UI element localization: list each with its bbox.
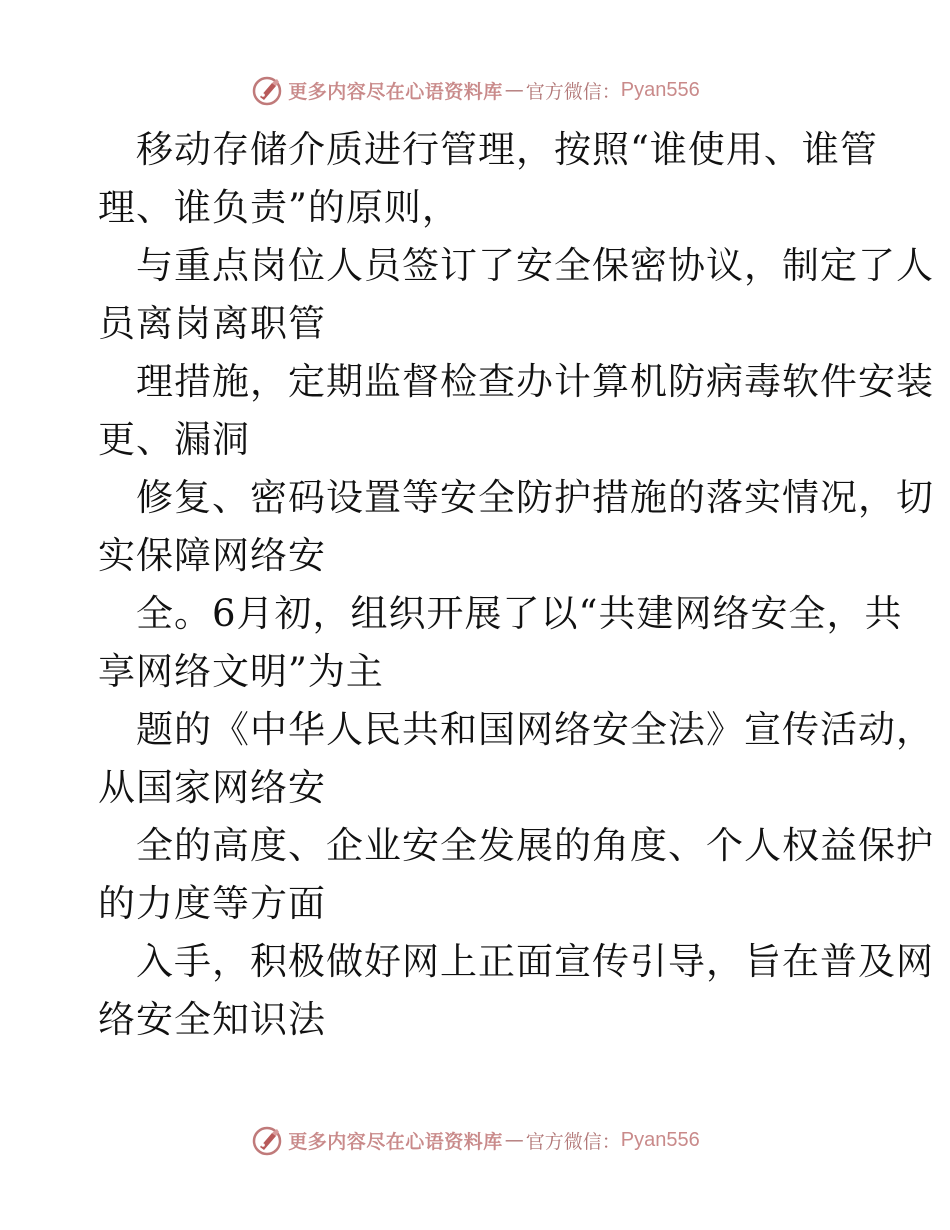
header-watermark bbox=[0, 70, 950, 110]
watermark-separator: — bbox=[504, 1129, 524, 1151]
paragraph-line: 的力度等方面 bbox=[98, 882, 326, 925]
paragraph-line: 移动存储介质进行管理，按照“谁使用、谁管 bbox=[136, 128, 878, 171]
paragraph-line: 享网络文明”为主 bbox=[98, 650, 384, 693]
paragraph-line: 更、漏洞 bbox=[98, 418, 250, 461]
paragraph-line: 全。6月初，组织开展了以“共建网络安全，共 bbox=[136, 592, 903, 635]
pen-nib-logo-icon bbox=[250, 1123, 284, 1157]
watermark-sub-text: 官方微信： bbox=[525, 80, 621, 103]
paragraph-line: 从国家网络安 bbox=[98, 766, 326, 809]
paragraph-line: 与重点岗位人员签订了安全保密协议，制定了人 bbox=[136, 244, 934, 287]
paragraph-line: 修复、密码设置等安全防护措施的落实情况，切 bbox=[136, 476, 934, 519]
paragraph-line: 理、谁负责”的原则， bbox=[98, 186, 460, 229]
footer-watermark bbox=[0, 1120, 950, 1160]
paragraph-line: 入手，积极做好网上正面宣传引导，旨在普及网 bbox=[136, 940, 934, 983]
watermark-separator: — bbox=[504, 79, 524, 101]
paragraph-line: 实保障网络安 bbox=[98, 534, 326, 577]
watermark-main-text: 更多内容尽在心语资料库 bbox=[288, 1130, 503, 1153]
paragraph-line: 题的《中华人民共和国网络安全法》宣传活动， bbox=[136, 708, 934, 751]
paragraph-line: 全的高度、企业安全发展的角度、个人权益保护 bbox=[136, 824, 934, 867]
paragraph-line: 理措施，定期监督检查办计算机防病毒软件安装 bbox=[136, 360, 934, 403]
watermark-wechat-id: Pyan556 bbox=[620, 1128, 700, 1151]
pen-nib-logo-icon bbox=[250, 73, 284, 107]
watermark-sub-text: 官方微信： bbox=[525, 1130, 621, 1153]
document-body bbox=[98, 122, 934, 1050]
paragraph-line: 员离岗离职管 bbox=[98, 302, 326, 345]
watermark-main-text: 更多内容尽在心语资料库 bbox=[288, 80, 503, 103]
paragraph-line: 络安全知识法 bbox=[98, 998, 326, 1041]
watermark-wechat-id: Pyan556 bbox=[620, 78, 700, 101]
